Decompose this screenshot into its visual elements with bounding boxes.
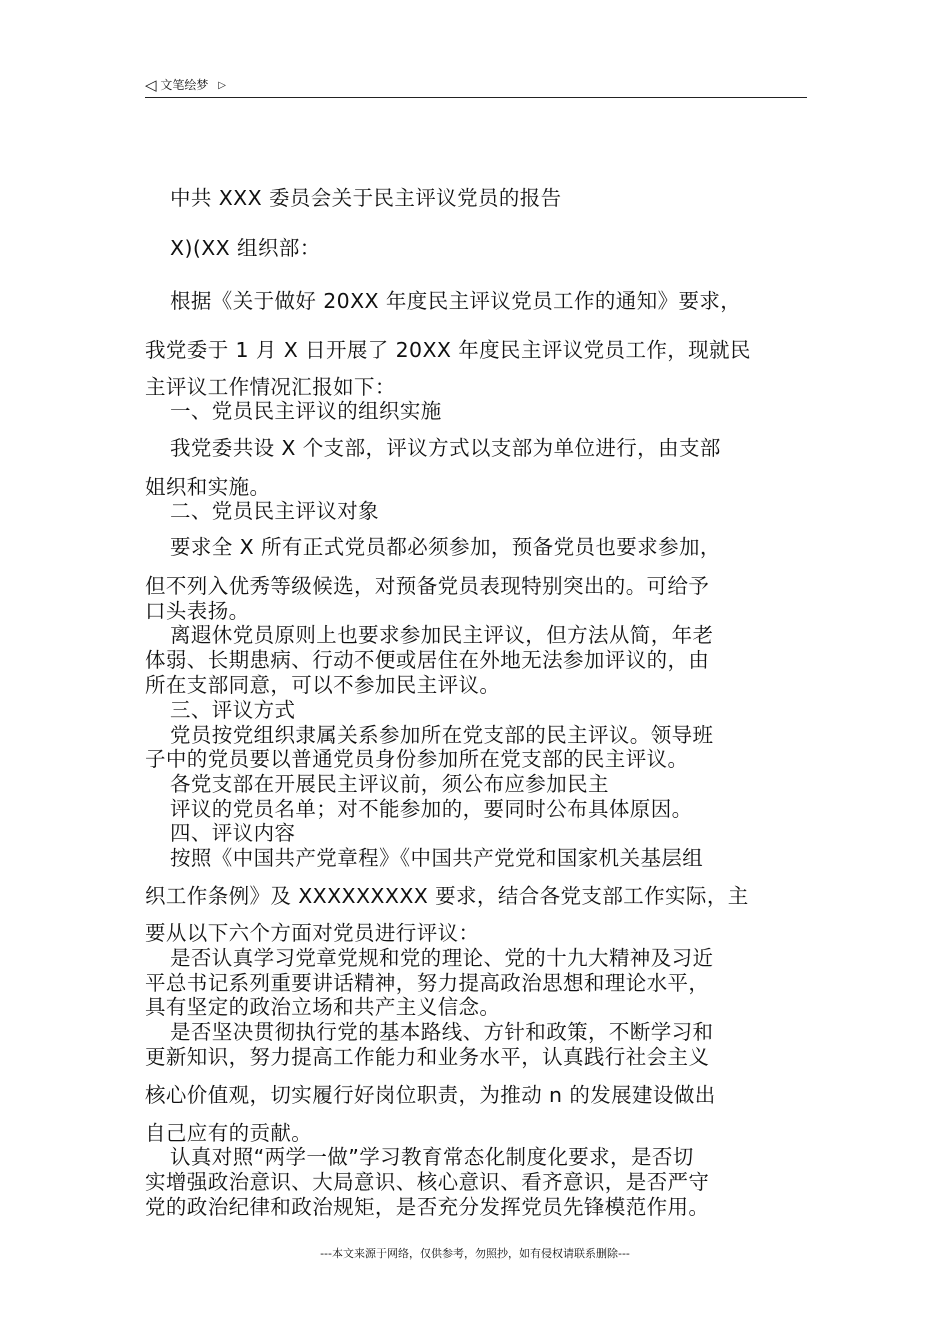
paragraph-line: 姐织和实施。 [145,475,271,499]
paragraph-line: 党员按党组织隶属关系参加所在党支部的民主评议。领导班 [170,723,714,747]
paragraph-line: 按照《中国共产党章程》《中国共产党党和国家机关基层组 [170,846,704,870]
paragraph-line: 更新知识，努力提高工作能力和业务水平，认真践行社会主义 [145,1045,710,1069]
paragraph-line: 各党支部在开展民主评议前，须公布应参加民主 [170,772,609,796]
paragraph-line: 离遐休党员原则上也要求参加民主评议，但方法从简，年老 [170,623,714,647]
paragraph-line: 是否坚决贯彻执行党的基本路线、方针和政策，不断学习和 [170,1020,714,1044]
paragraph-line: 评议的党员名单；对不能参加的，要同时公布具体原因。 [170,797,693,821]
section-heading: 一、党员民主评议的组织实施 [170,399,442,423]
paragraph-line: 我党委共设 X 个支部，评议方式以支部为单位进行，由支部 [170,436,721,460]
salutation: X)(XX 组织部： [170,236,321,260]
header-brand [145,76,226,95]
footer-notice: ---本文来源于网络，仅供参考，勿照抄，如有侵权请联系删除--- [320,1247,630,1260]
paragraph-line: 所在支部同意，可以不参加民主评议。 [145,673,501,697]
paragraph-line: 核心价值观，切实履行好岗位职责，为推动 n 的发展建设做出 [145,1083,716,1107]
section-heading: 四、评议内容 [170,821,296,845]
page-header [145,74,807,98]
paragraph-line: 但不列入优秀等级候选，对预备党员表现特别突出的。可给予 [145,574,710,598]
paragraph-line: 平总书记系列重要讲话精神，努力提高政治思想和理论水平， [145,971,710,995]
document-title: 中共 XXX 委员会关于民主评议党员的报告 [170,186,562,210]
paragraph-line: 根据《关于做好 20XX 年度民主评议党员工作的通知》要求， [170,289,742,313]
paragraph-line: 子中的党员要以普通党员身份参加所在党支部的民主评议。 [145,747,689,771]
section-heading: 二、党员民主评议对象 [170,499,379,523]
paragraph-line: 我党委于 1 月 X 日开展了 20XX 年度民主评议党员工作，现就民 [145,338,751,362]
paragraph-line: 实增强政治意识、大局意识、核心意识、看齐意识，是否严守 [145,1170,710,1194]
brand-name: 文笔绘梦 [160,78,209,92]
paragraph-line: 党的政治纪律和政治规矩，是否充分发挥党员先锋模范作用。 [145,1195,710,1219]
paragraph-line: 自己应有的贡献。 [145,1121,313,1145]
paragraph-line: 是否认真学习党章党规和党的理论、党的十九大精神及习近 [170,946,714,970]
paragraph-line: 要求全 X 所有正式党员都必须参加，预备党员也要求参加， [170,535,721,559]
header-rule [145,97,807,98]
paragraph-line: 具有坚定的政治立场和共产主义信念。 [145,995,501,1019]
paragraph-line: 织工作条例》及 XXXXXXXXX 要求，结合各党支部工作实际，主 [145,884,749,908]
paragraph-line: 主评议工作情况汇报如下： [145,375,396,399]
paragraph-line: 体弱、长期患病、行动不便或居住在外地无法参加评议的，由 [145,648,710,672]
paragraph-line: 要从以下六个方面对党员进行评议： [145,921,480,945]
right-triangle-icon: ▷ [218,80,226,91]
paragraph-line: 口头表扬。 [145,599,250,623]
paragraph-line: 认真对照“两学一做”学习教育常态化制度化要求，是否切 [170,1145,694,1169]
left-triangle-icon: ◁ [145,76,157,94]
section-heading: 三、评议方式 [170,698,296,722]
